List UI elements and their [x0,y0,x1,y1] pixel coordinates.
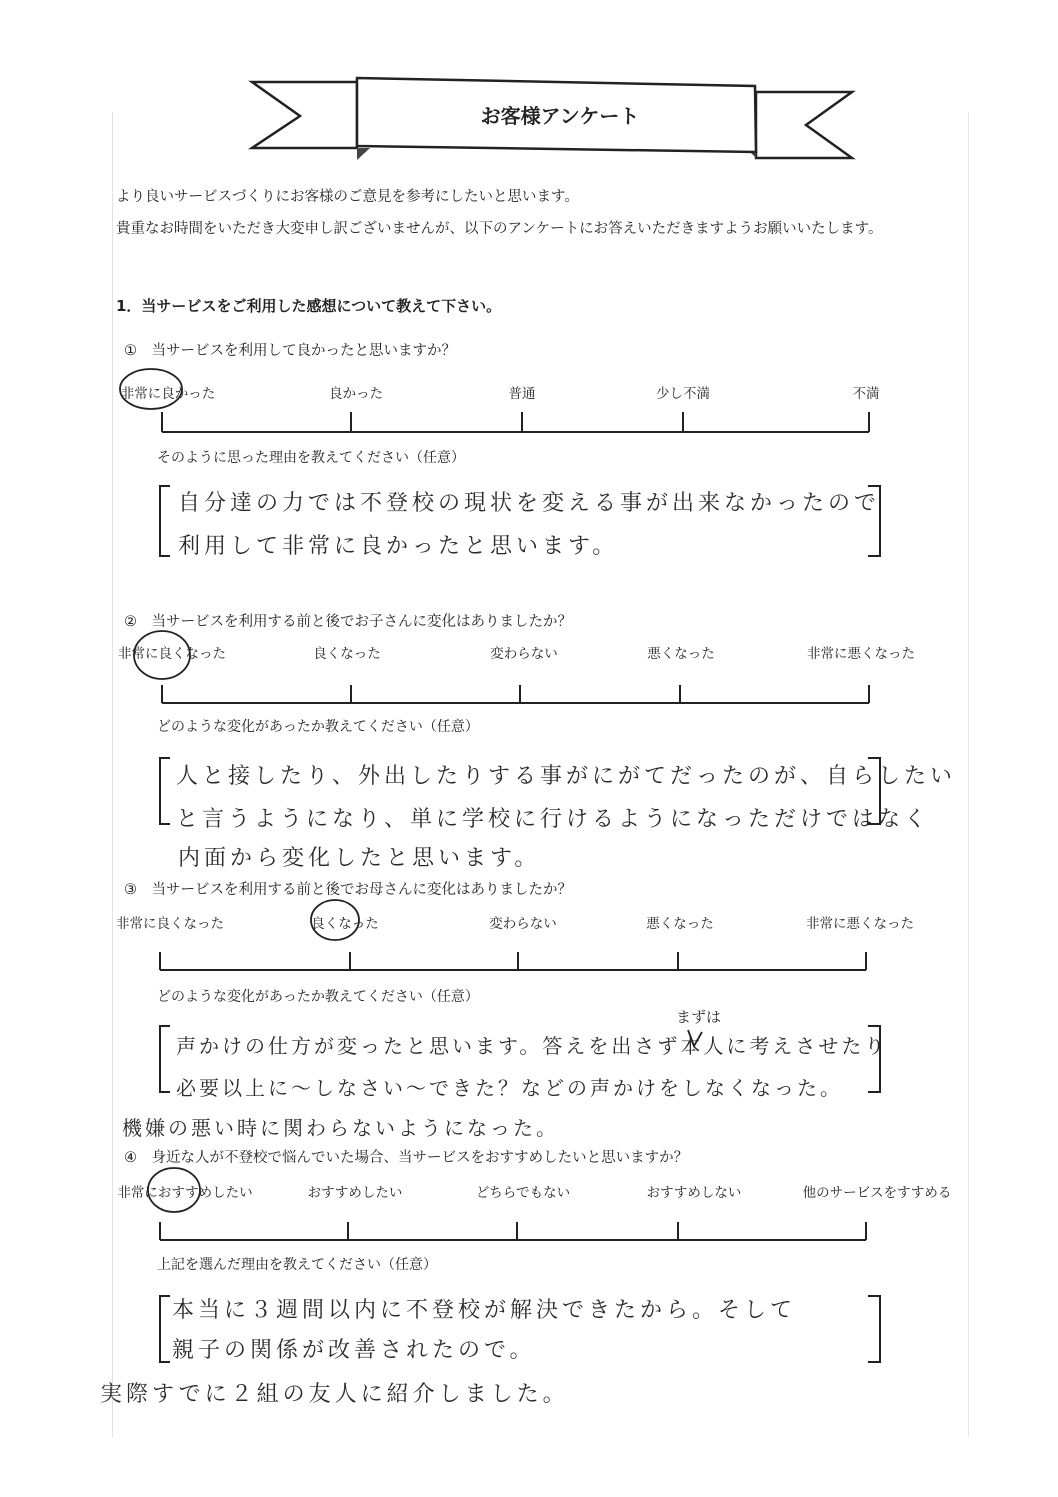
q1-reason-label: そのように思った理由を教えてください（任意） [157,450,465,466]
section-heading: 1．当サービスをご利用した感想について教えて下さい。 [116,297,502,315]
q2-reason-label: どのような変化があったか教えてください（任意） [157,719,479,735]
q3-option-4: 悪くなった [646,916,714,932]
q2-option-1: 非常に良くなった [118,646,226,662]
q3-insert-note: まずは [676,1008,722,1026]
q3-answer-line-1: 声かけの仕方が変ったと思います。答えを出さず本人に考えさせたり [176,1034,888,1058]
q2-option-3: 変わらない [490,646,558,662]
q4-option-1: 非常におすすめしたい [117,1185,253,1201]
q3-option-1: 非常に良くなった [116,916,224,932]
q4-option-2: おすすめしたい [307,1185,403,1201]
q1-option-4: 少し不満 [656,386,710,402]
q1-option-5: 不満 [852,386,880,402]
q1-option-2: 良かった [329,386,383,402]
page-title: お客様アンケート [480,104,640,128]
q1-answer-line-2: 利用して非常に良かったと思います。 [178,534,619,559]
q4-question: ④ 身近な人が不登校で悩んでいた場合、当サービスをおすすめしたいと思いますか？ [124,1150,689,1166]
q4-answer-line-1: 本当に３週間以内に不登校が解決できたから。そして [172,1298,797,1323]
intro-line-2: 貴重なお時間をいただき大変申し訳ございませんが、以下のアンケートにお答えいただきますようお願いいたします。 [116,221,883,237]
q4-option-3: どちらでもない [475,1185,571,1201]
q2-option-4: 悪くなった [647,646,715,662]
q2-answer-line-3: 内面から変化したと思います。 [178,846,541,871]
q4-answer-line-3: 実際すでに２組の友人に紹介しました。 [100,1382,569,1407]
q4-answer-line-2: 親子の関係が改善されたので。 [172,1338,536,1363]
q2-option-2: 良くなった [313,646,381,662]
q4-option-4: おすすめしない [646,1185,742,1201]
q1-answer-line-1: 自分達の力では不登校の現状を変える事が出来なかったので [178,491,881,516]
q4-reason-label: 上記を選んだ理由を教えてください（任意） [157,1257,437,1273]
q1-option-1: 非常に良かった [120,386,216,402]
q3-answer-line-3: 機嫌の悪い時に関わらないようになった。 [122,1116,559,1140]
q3-option-2: 良くなった [311,916,379,932]
q3-answer-line-2: 必要以上に～しなさい～できた？などの声かけをしなくなった。 [176,1076,843,1100]
intro-line-1: より良いサービスづくりにお客様のご意見を参考にしたいと思います。 [116,189,579,205]
q3-question: ③ 当サービスを利用する前と後でお母さんに変化はありましたか？ [124,882,572,898]
q3-option-5: 非常に悪くなった [806,916,914,932]
q2-answer-line-2: と言うようになり、単に学校に行けるようになっただけではなく [176,807,931,832]
q4-option-5: 他のサービスをすすめる [802,1185,952,1201]
q2-option-5: 非常に悪くなった [807,646,915,662]
q2-question: ② 当サービスを利用する前と後でお子さんに変化はありましたか？ [124,614,572,630]
q3-option-3: 変わらない [489,916,557,932]
q3-reason-label: どのような変化があったか教えてください（任意） [157,989,479,1005]
q1-option-3: 普通 [508,386,536,402]
q1-question: ① 当サービスを利用して良かったと思いますか？ [124,343,456,359]
q2-answer-line-1: 人と接したり、外出したりする事がにがてだったのが、自らしたい [176,764,957,789]
